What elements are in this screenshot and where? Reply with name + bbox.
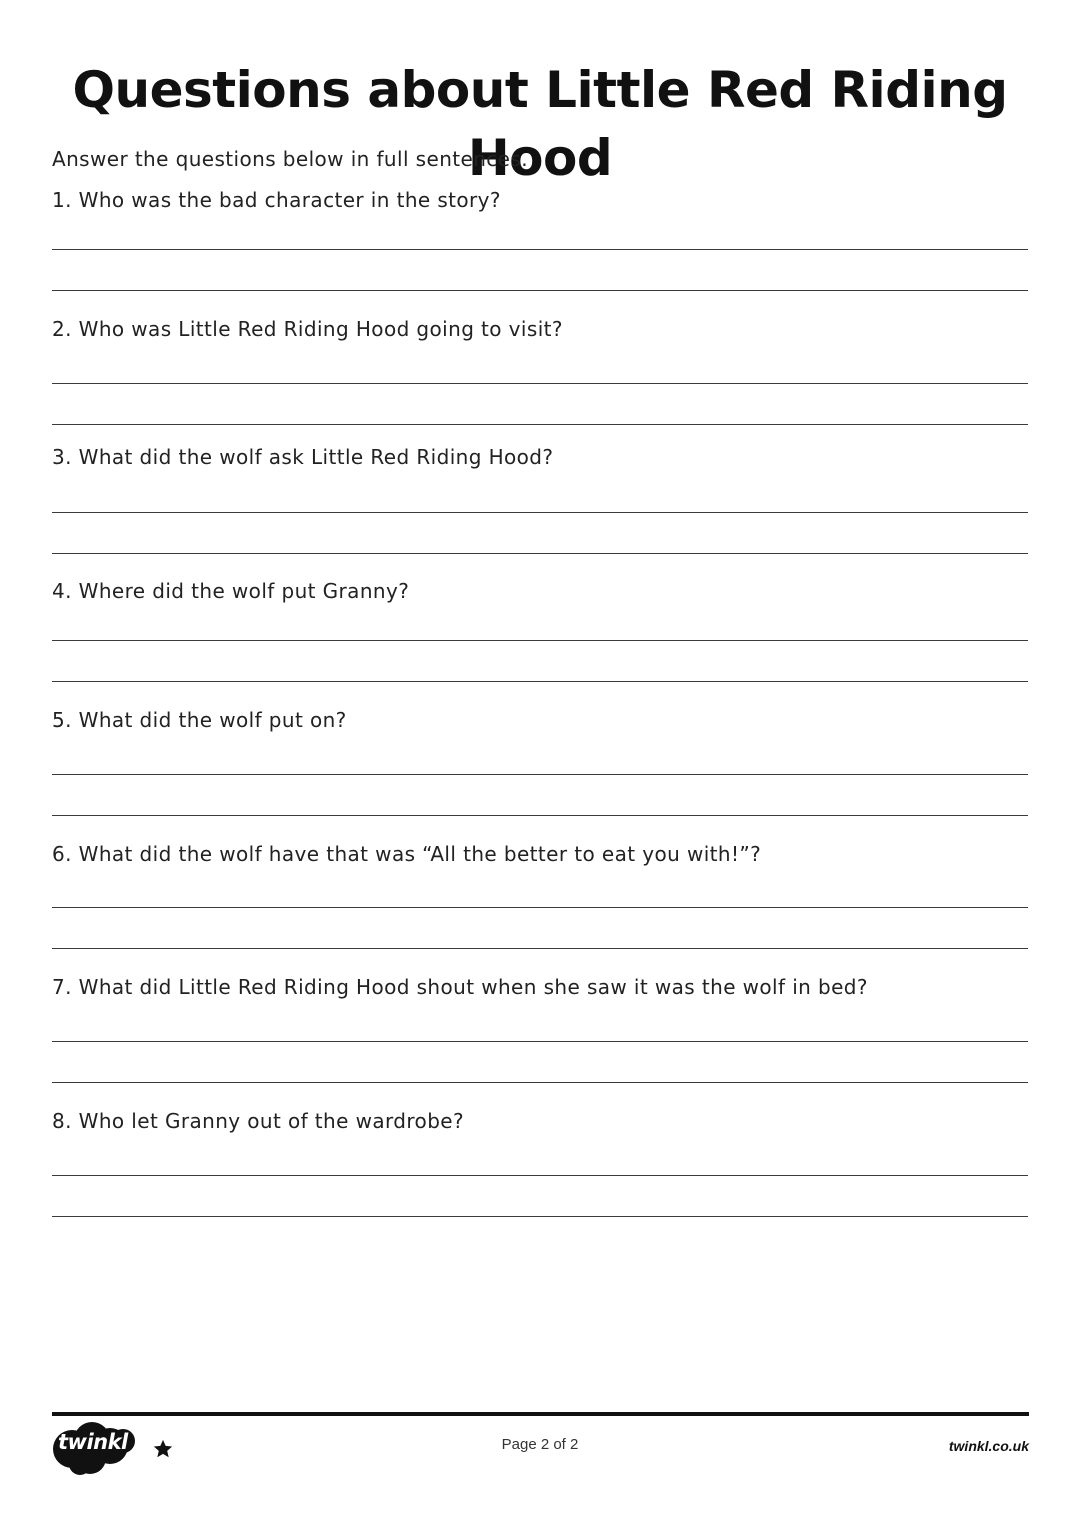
answer-line[interactable]: [52, 640, 1028, 641]
answer-line[interactable]: [52, 1175, 1028, 1176]
question-text: 4. Where did the wolf put Granny?: [52, 579, 410, 603]
website-link[interactable]: twinkl.co.uk: [948, 1438, 1029, 1454]
question-text: 5. What did the wolf put on?: [52, 708, 347, 732]
answer-line[interactable]: [52, 553, 1028, 554]
answer-line[interactable]: [52, 815, 1028, 816]
question-text: 1. Who was the bad character in the story?: [52, 188, 501, 212]
answer-line[interactable]: [52, 948, 1028, 949]
footer-divider: [52, 1412, 1029, 1416]
answer-line[interactable]: [52, 290, 1028, 291]
question-text: 3. What did the wolf ask Little Red Riding Hood?: [52, 445, 554, 469]
answer-line[interactable]: [52, 424, 1028, 425]
answer-line[interactable]: [52, 774, 1028, 775]
answer-line[interactable]: [52, 1041, 1028, 1042]
question-6: [52, 840, 1028, 868]
question-8: [52, 1107, 1028, 1135]
question-4: [52, 577, 1028, 605]
answer-line[interactable]: [52, 907, 1028, 908]
question-text: 2. Who was Little Red Riding Hood going to visit?: [52, 317, 563, 341]
page-number: Page 2 of 2: [501, 1436, 579, 1453]
answer-line[interactable]: [52, 512, 1028, 513]
question-7: [52, 973, 1028, 1001]
page-title: Questions about Little Red Riding Hood: [72, 61, 1008, 187]
answer-line[interactable]: [52, 383, 1028, 384]
instructions: Answer the questions below in full sentences.: [52, 147, 528, 171]
question-5: [52, 706, 1028, 734]
answer-line[interactable]: [52, 1216, 1028, 1217]
question-text: 7. What did Little Red Riding Hood shout when she saw it was the wolf in bed?: [52, 975, 868, 999]
answer-line[interactable]: [52, 249, 1028, 250]
question-3: [52, 443, 1028, 471]
answer-line[interactable]: [52, 681, 1028, 682]
logo-text: twinkl: [58, 1430, 128, 1454]
answer-line[interactable]: [52, 1082, 1028, 1083]
question-1: [52, 186, 1028, 214]
question-text: 8. Who let Granny out of the wardrobe?: [52, 1109, 465, 1133]
question-2: [52, 315, 1028, 343]
question-text: 6. What did the wolf have that was “All the better to eat you with!”?: [52, 842, 762, 866]
